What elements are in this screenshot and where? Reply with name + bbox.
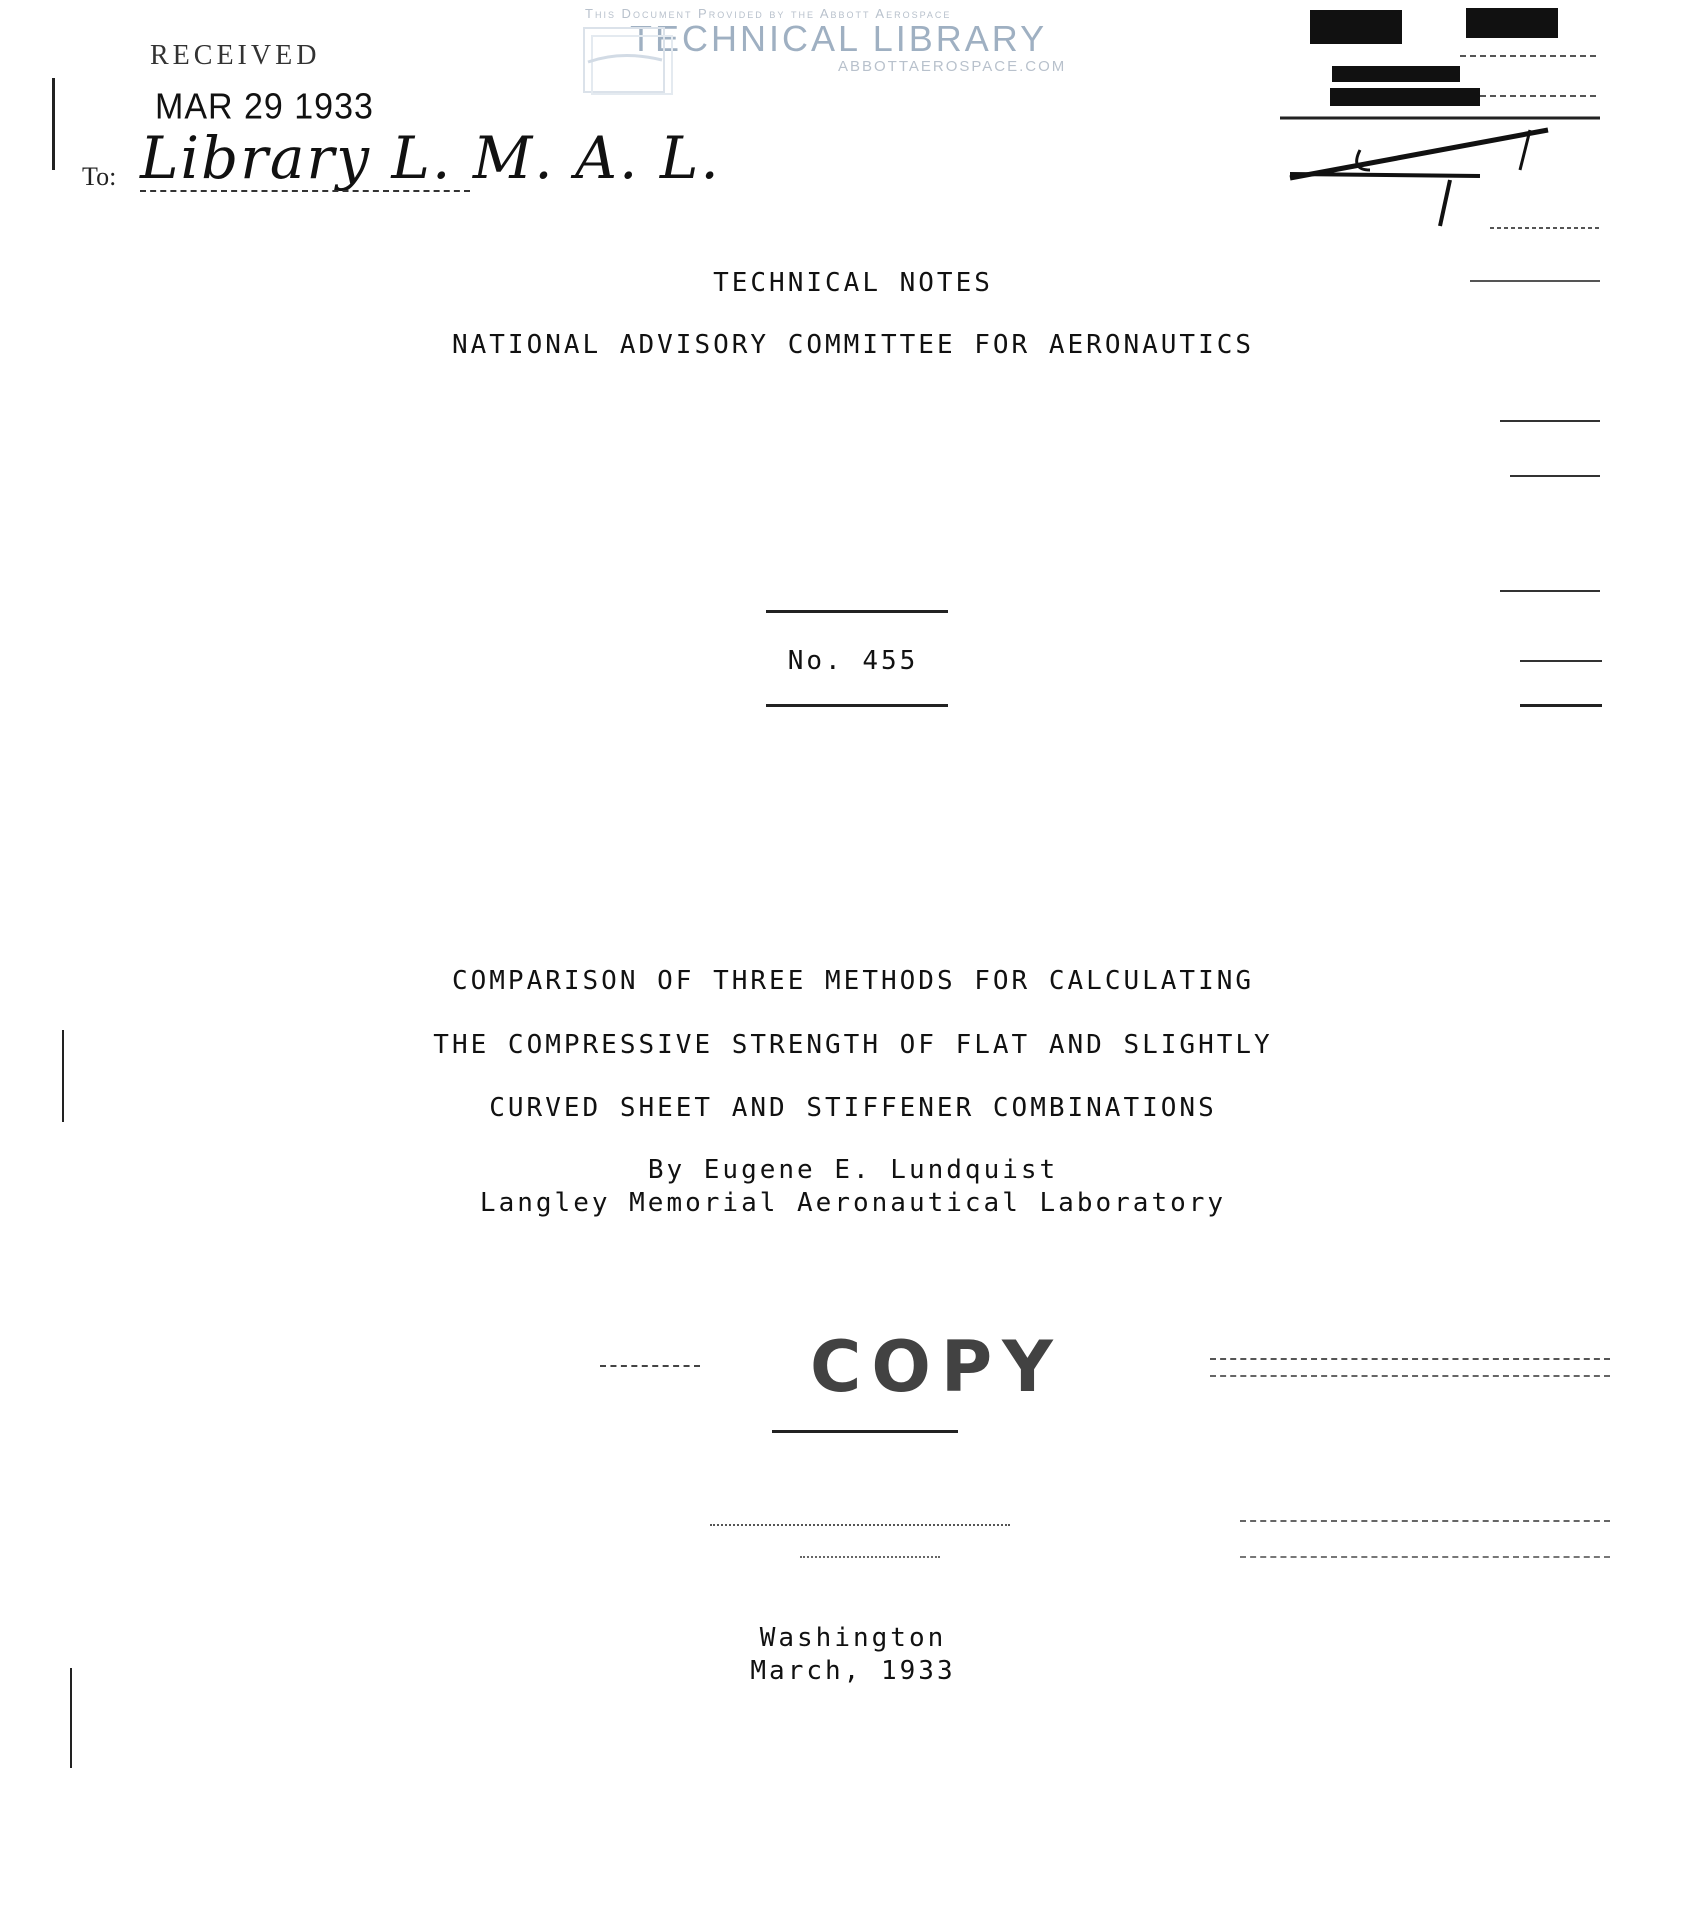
title-line-3: CURVED SHEET AND STIFFENER COMBINATIONS <box>489 1093 1217 1123</box>
watermark-logo-icon <box>582 22 682 97</box>
imprint-city: Washington <box>759 1623 947 1653</box>
series-title: TECHNICAL NOTES <box>713 268 993 298</box>
margin-mark-2 <box>62 1030 64 1122</box>
received-stamp: RECEIVED <box>150 40 321 71</box>
note-number: No. 455 <box>787 646 919 676</box>
right-dash-4 <box>1500 590 1600 592</box>
watermark-library: TECHNICAL LIBRARY <box>630 18 1048 59</box>
right-dash-6 <box>1520 704 1602 707</box>
copy-rule <box>772 1430 958 1433</box>
to-underline <box>140 190 470 192</box>
watermark-provided-by: This Document Provided by the Abbott Aerospace <box>585 6 952 21</box>
handwritten-recipient: Library L. M. A. L. <box>140 124 721 192</box>
copy-stamp: COPY <box>810 1326 1063 1408</box>
number-rule-bottom <box>766 704 948 707</box>
imprint-date: March, 1933 <box>750 1656 956 1686</box>
number-rule-top <box>766 610 948 613</box>
watermark-url: ABBOTTAEROSPACE.COM <box>838 58 1067 75</box>
routing-marks-icon <box>1280 0 1620 250</box>
right-dash-2 <box>1500 420 1600 422</box>
faint-line-4 <box>1240 1556 1610 1559</box>
organization-name: NATIONAL ADVISORY COMMITTEE FOR AERONAUTICS <box>451 330 1255 360</box>
copy-dash-right-1 <box>1210 1358 1610 1361</box>
title-line-1: COMPARISON OF THREE METHODS FOR CALCULATING <box>451 966 1255 996</box>
faint-line-3 <box>1240 1520 1610 1523</box>
stamp-date: MAR 29 1933 <box>155 87 374 127</box>
faint-line-1 <box>710 1524 1010 1527</box>
author: By Eugene E. Lundquist <box>647 1155 1059 1185</box>
copy-dash-left <box>600 1365 700 1368</box>
to-label: To: <box>82 162 117 191</box>
margin-mark <box>52 78 55 170</box>
institution: Langley Memorial Aeronautical Laboratory <box>479 1188 1227 1218</box>
right-dash-3 <box>1510 475 1600 477</box>
copy-dash-right-2 <box>1210 1375 1610 1378</box>
title-line-2: THE COMPRESSIVE STRENGTH OF FLAT AND SLIGHTLY <box>433 1030 1273 1060</box>
faint-line-2 <box>800 1556 940 1559</box>
